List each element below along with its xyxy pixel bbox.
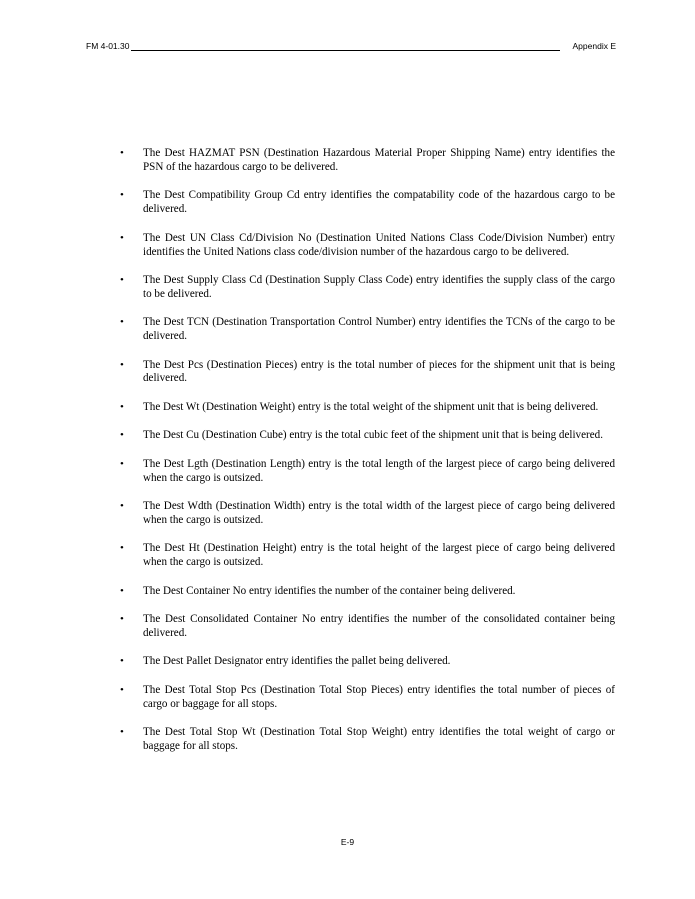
header-appendix-label: Appendix E	[572, 41, 616, 51]
bullet-icon: •	[120, 189, 124, 202]
list-item	[118, 500, 615, 528]
bullet-icon: •	[120, 655, 124, 668]
list-item-text: The Dest Compatibility Group Cd entry identifies the compatability code of the hazardous cargo to be delivered.	[143, 189, 615, 216]
bullet-icon: •	[120, 584, 124, 597]
list-item	[118, 429, 615, 443]
list-item	[118, 189, 615, 217]
list-item-text: The Dest Total Stop Pcs (Destination Total Stop Pieces) entry identifies the total number of pieces of cargo or baggage for all stops.	[143, 683, 615, 710]
bullet-icon: •	[120, 542, 124, 555]
bullet-icon: •	[120, 358, 124, 371]
list-item	[118, 274, 615, 302]
bullet-icon: •	[120, 429, 124, 442]
bullet-icon: •	[120, 613, 124, 626]
bullet-icon: •	[120, 273, 124, 286]
list-item	[118, 726, 615, 754]
list-item-text: The Dest Wt (Destination Weight) entry is the total weight of the shipment unit that is being delivered.	[143, 400, 599, 413]
bullet-icon: •	[120, 316, 124, 329]
list-item	[118, 401, 615, 415]
list-item-text: The Dest Consolidated Container No entry identifies the number of the consolidated container being delivered.	[143, 613, 615, 639]
list-item-text: The Dest Supply Class Cd (Destination Supply Class Code) entry identifies the supply class of the cargo to be delivered.	[143, 273, 615, 300]
list-item	[118, 542, 615, 570]
list-item-text: The Dest Container No entry identifies the number of the container being delivered.	[143, 584, 516, 597]
bullet-icon: •	[120, 683, 124, 696]
bullet-icon: •	[120, 457, 124, 470]
list-item	[118, 655, 615, 669]
list-item	[118, 613, 615, 641]
list-item	[118, 585, 615, 599]
bullet-icon: •	[120, 726, 124, 739]
page-header	[86, 40, 616, 52]
list-item-text: The Dest Lgth (Destination Length) entry is the total length of the largest piece of cargo being delivered when the cargo is outsized.	[143, 457, 615, 484]
list-item	[118, 684, 615, 712]
list-item-text: The Dest Ht (Destination Height) entry is the total height of the largest piece of cargo being delivered when the cargo is outsized.	[143, 542, 615, 569]
list-item-text: The Dest Wdth (Destination Width) entry is the total width of the largest piece of cargo being delivered when the cargo is outsized.	[143, 500, 615, 526]
list-item	[118, 147, 615, 175]
list-item	[118, 458, 615, 486]
list-item-text: The Dest Cu (Destination Cube) entry is the total cubic feet of the shipment unit that is being delivered.	[143, 429, 603, 442]
header-rule	[131, 50, 560, 51]
list-item-text: The Dest Pcs (Destination Pieces) entry is the total number of pieces for the shipment unit that is being delivered.	[143, 358, 615, 385]
list-item-text: The Dest TCN (Destination Transportation Control Number) entry identifies the TCNs of the cargo to be delivered.	[143, 316, 615, 343]
list-item-text: The Dest UN Class Cd/Division No (Destination United Nations Class Code/Division Number) entry identifies the United Nations class code/division number of the hazardous cargo to be delivered.	[143, 231, 615, 258]
list-item	[118, 316, 615, 344]
list-item-text: The Dest Total Stop Wt (Destination Total Stop Weight) entry identifies the total weight of cargo or baggage for all stops.	[143, 726, 615, 752]
bullet-icon: •	[120, 231, 124, 244]
bullet-icon: •	[120, 400, 124, 413]
list-item-text: The Dest Pallet Designator entry identifies the pallet being delivered.	[143, 655, 451, 668]
list-item	[118, 359, 615, 387]
bullet-list	[118, 147, 615, 768]
list-item	[118, 232, 615, 260]
page-number: E-9	[340, 837, 355, 847]
bullet-icon: •	[120, 147, 124, 159]
bullet-icon: •	[120, 500, 124, 512]
list-item-text: The Dest HAZMAT PSN (Destination Hazardous Material Proper Shipping Name) entry identifies the PSN of the hazardous cargo to be delivered.	[143, 147, 615, 173]
header-manual-number: FM 4-01.30	[86, 41, 130, 51]
